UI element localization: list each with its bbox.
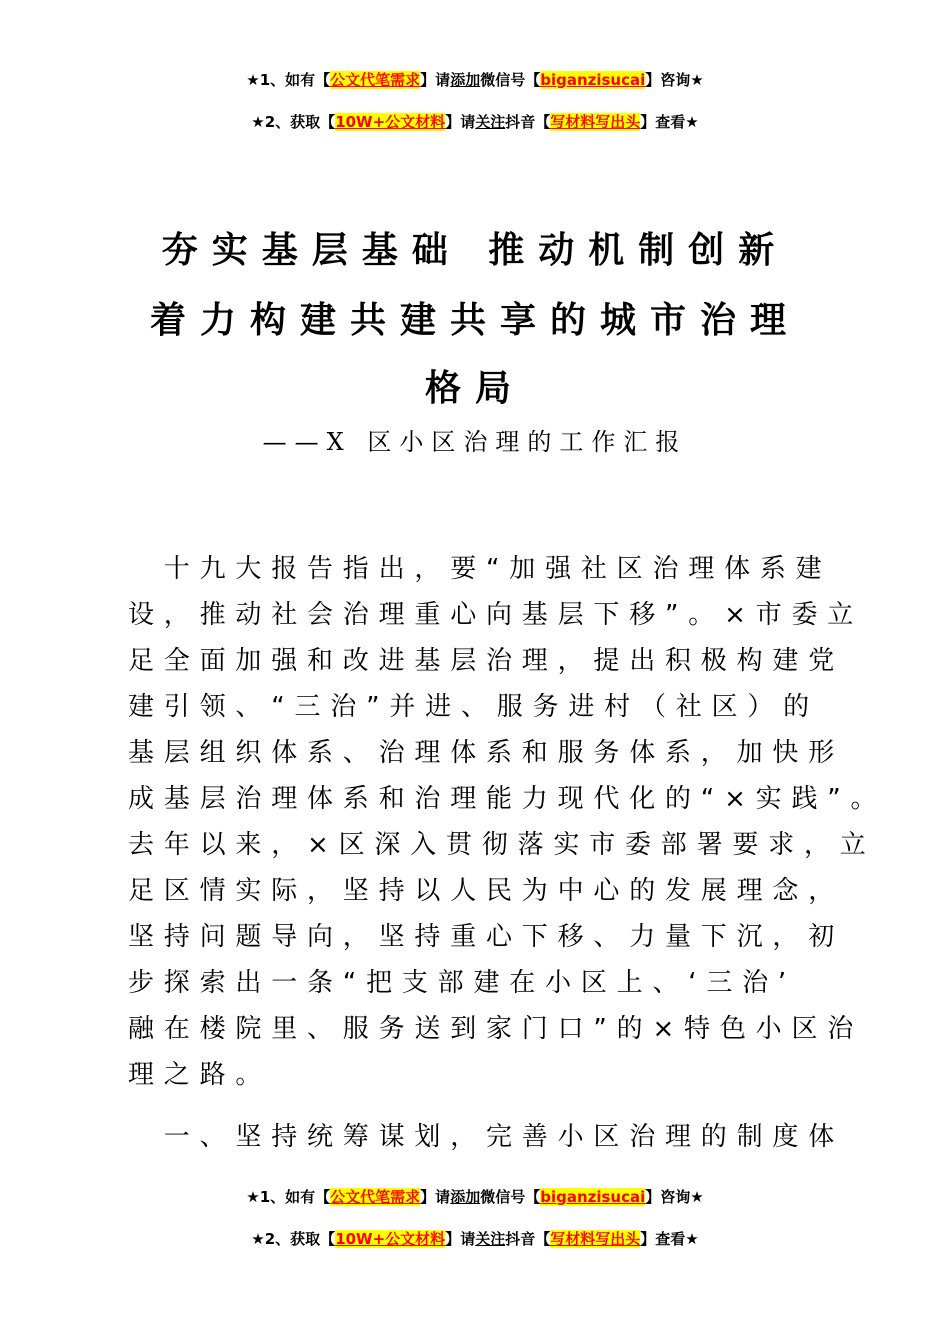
paragraph-line: 融在楼院里、服务送到家门口”的×特色小区治: [128, 1014, 864, 1044]
douyin-account-link[interactable]: 写材料写出头: [550, 113, 641, 131]
materials-link[interactable]: 10W+公文材料: [335, 1230, 446, 1248]
paragraph-line: 足全面加强和改进基层治理，提出积极构建党: [128, 646, 845, 676]
footer-banner: [0, 1176, 950, 1260]
wechat-id-link[interactable]: biganzisucai: [540, 71, 646, 89]
paragraph-line: 十九大报告指出，要“加强社区治理体系建: [128, 554, 832, 584]
document-title-line-2: 着力构建共建共享的城市治理: [149, 300, 800, 341]
paragraph-line: 坚持问题导向，坚持重心下移、力量下沉，初: [128, 922, 845, 952]
paragraph-line: 成基层治理体系和治理能力现代化的“×实践”。: [128, 784, 887, 814]
paragraph-line: 设，推动社会治理重心向基层下移”。×市委立: [128, 600, 864, 630]
ghostwriting-link[interactable]: 公文代笔需求: [330, 71, 421, 89]
materials-link[interactable]: 10W+公文材料: [335, 113, 446, 131]
paragraph-line: 建引领、“三治”并进、服务进村（社区）的: [128, 692, 819, 722]
paragraph-line: 理之路。: [128, 1060, 272, 1090]
header-banner-line-1: ★1、如有【公文代笔需求】请添加微信号【biganzisucai】咨询★: [246, 71, 704, 89]
paragraph-line: 步探索出一条“把支部建在小区上、‘三治’: [128, 968, 796, 998]
paragraph-line: 去年以来，×区深入贯彻落实市委部署要求，立: [128, 830, 876, 860]
paragraph-line: 基层组织体系、治理体系和服务体系，加快形: [128, 738, 845, 768]
header-banner-line-2: ★2、获取【10W+公文材料】请关注抖音【写材料写出头】查看★: [251, 113, 699, 131]
document-title-line-3: 格局: [424, 368, 525, 409]
document-title-line-1: 夯实基层基础 推动机制创新: [161, 230, 789, 271]
header-banner: [0, 59, 950, 143]
douyin-account-link[interactable]: 写材料写出头: [550, 1230, 641, 1248]
section-heading: 一、坚持统筹谋划，完善小区治理的制度体: [128, 1122, 845, 1152]
footer-banner-line-1: ★1、如有【公文代笔需求】请添加微信号【biganzisucai】咨询★: [246, 1188, 704, 1206]
ghostwriting-link[interactable]: 公文代笔需求: [330, 1188, 421, 1206]
wechat-id-link[interactable]: biganzisucai: [540, 1188, 646, 1206]
document-subtitle: ——X 区小区治理的工作汇报: [262, 428, 688, 456]
paragraph-line: 足区情实际，坚持以人民为中心的发展理念，: [128, 876, 845, 906]
footer-banner-line-2: ★2、获取【10W+公文材料】请关注抖音【写材料写出头】查看★: [251, 1230, 699, 1248]
intro-paragraph: [128, 546, 887, 1098]
